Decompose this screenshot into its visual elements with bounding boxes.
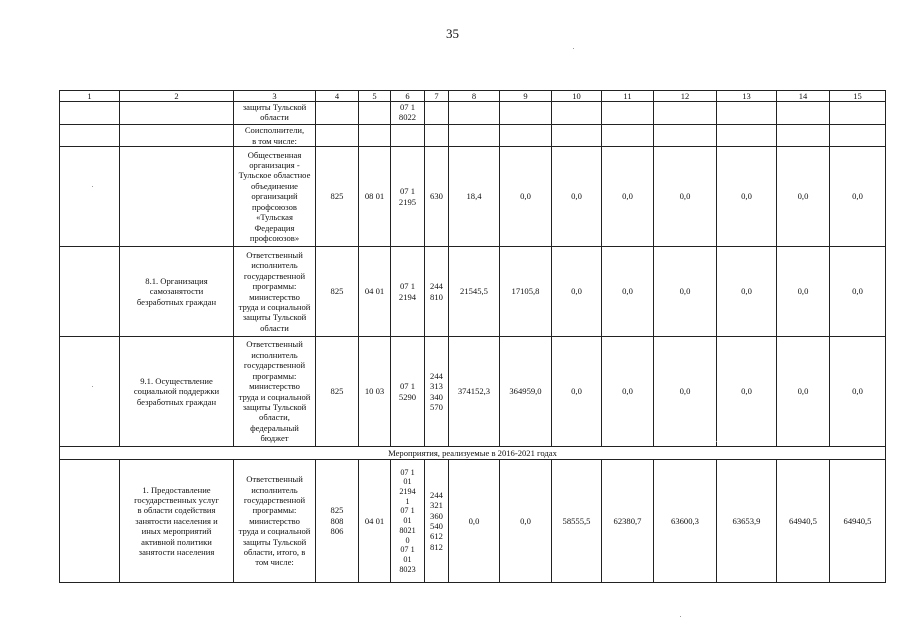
table-cell: 0,0: [602, 337, 654, 447]
table-cell: 04 01: [359, 247, 391, 337]
table-cell: [717, 125, 777, 147]
table-cell: [120, 147, 234, 247]
table-cell: 0,0: [717, 337, 777, 447]
table-cell: Ответственный исполнитель государственной программы: министерство труда и социальной защиты Тульской области, итого, в том числе:: [234, 460, 316, 583]
table-cell: 630: [425, 147, 449, 247]
header-cell: 14: [777, 91, 830, 102]
table-cell: [391, 125, 425, 147]
table-cell: Ответственный исполнитель государственной программы: министерство труда и социальной защиты Тульской области: [234, 247, 316, 337]
table-cell: 0,0: [552, 247, 602, 337]
table-cell: 18,4: [449, 147, 500, 247]
table-cell: 0,0: [654, 247, 717, 337]
header-cell: 8: [449, 91, 500, 102]
table-cell: [602, 125, 654, 147]
scan-speck: [573, 48, 574, 49]
scan-speck: [716, 441, 717, 442]
table-cell: 0,0: [602, 147, 654, 247]
table-cell: 825: [316, 247, 359, 337]
table-cell: 64940,5: [777, 460, 830, 583]
table-cell: [60, 337, 120, 447]
section-banner: Мероприятия, реализуемые в 2016-2021 годах: [60, 447, 886, 460]
table-cell: [120, 102, 234, 125]
table-cell: 8.1. Организация самозанятости безработных граждан: [120, 247, 234, 337]
table-cell: [717, 102, 777, 125]
header-cell: 3: [234, 91, 316, 102]
header-cell: 7: [425, 91, 449, 102]
header-cell: 15: [830, 91, 886, 102]
table-cell: [602, 102, 654, 125]
table-cell: 17105,8: [500, 247, 552, 337]
table-cell: [830, 102, 886, 125]
table-cell: [500, 125, 552, 147]
table-cell: 0,0: [449, 460, 500, 583]
table-cell: 0,0: [777, 247, 830, 337]
table-cell: 0,0: [717, 247, 777, 337]
table-cell: 244 810: [425, 247, 449, 337]
table-cell: 244 321 360 540 612 812: [425, 460, 449, 583]
table-cell: 64940,5: [830, 460, 886, 583]
header-cell: 6: [391, 91, 425, 102]
scan-speck: [92, 186, 93, 187]
table-cell: 0,0: [500, 460, 552, 583]
table-cell: 58555,5: [552, 460, 602, 583]
table-cell: 21545,5: [449, 247, 500, 337]
table-cell: 07 1 01 2194 1 07 1 01 8021 0 07 1 01 8023: [391, 460, 425, 583]
table-cell: [777, 125, 830, 147]
table-row: [60, 460, 886, 583]
table-cell: 0,0: [552, 147, 602, 247]
table-cell: 07 1 2195: [391, 147, 425, 247]
table-cell: [60, 125, 120, 147]
header-cell: 13: [717, 91, 777, 102]
table-cell: 63600,3: [654, 460, 717, 583]
table-cell: 63653,9: [717, 460, 777, 583]
table-cell: [316, 102, 359, 125]
table-cell: 0,0: [830, 337, 886, 447]
table-cell: 364959,0: [500, 337, 552, 447]
table-cell: 10 03: [359, 337, 391, 447]
table-cell: [60, 102, 120, 125]
header-cell: 5: [359, 91, 391, 102]
table-cell: 0,0: [830, 247, 886, 337]
table-cell: [60, 247, 120, 337]
table-cell: [425, 102, 449, 125]
table-cell: [552, 102, 602, 125]
table-cell: 07 1 2194: [391, 247, 425, 337]
table-cell: [552, 125, 602, 147]
table-cell: 0,0: [717, 147, 777, 247]
table-cell: 244 313 340 570: [425, 337, 449, 447]
scan-speck: [680, 616, 681, 617]
table-cell: 0,0: [602, 247, 654, 337]
budget-table: [59, 90, 886, 583]
table-cell: 0,0: [500, 147, 552, 247]
table-cell: 07 1 5290: [391, 337, 425, 447]
table-cell: [654, 125, 717, 147]
table-cell: [500, 102, 552, 125]
table-row: [60, 247, 886, 337]
table-cell: 1. Предоставление государственных услуг в области содействия занятости населения и иных мероприятий активной политики занятости населения: [120, 460, 234, 583]
table-cell: [316, 125, 359, 147]
table-cell: 825 808 806: [316, 460, 359, 583]
header-cell: 9: [500, 91, 552, 102]
table-row: [60, 125, 886, 147]
table-row: [60, 147, 886, 247]
table-cell: [654, 102, 717, 125]
table-cell: [359, 102, 391, 125]
table-cell: 825: [316, 337, 359, 447]
table-header-row: [60, 91, 886, 102]
table-cell: 08 01: [359, 147, 391, 247]
page-number: 35: [446, 26, 459, 41]
table-cell: защиты Тульской области: [234, 102, 316, 125]
header-cell: 12: [654, 91, 717, 102]
table-cell: [60, 147, 120, 247]
table-cell: [60, 460, 120, 583]
table-cell: Общественная организация - Тульское областное объединение организаций профсоюзов «Тульская Федерация профсоюзов»: [234, 147, 316, 247]
header-cell: 2: [120, 91, 234, 102]
table-cell: [425, 125, 449, 147]
header-cell: 10: [552, 91, 602, 102]
table-cell: [449, 102, 500, 125]
table-cell: 0,0: [654, 337, 717, 447]
table-cell: Ответственный исполнитель государственной программы: министерство труда и социальной защиты Тульской области, федеральный бюджет: [234, 337, 316, 447]
table-cell: [830, 125, 886, 147]
table-cell: 0,0: [777, 147, 830, 247]
table-cell: [777, 102, 830, 125]
table-cell: 04 01: [359, 460, 391, 583]
header-cell: 4: [316, 91, 359, 102]
header-cell: 1: [60, 91, 120, 102]
scan-speck: [92, 386, 93, 387]
table-cell: 07 1 8022: [391, 102, 425, 125]
table-cell: 0,0: [830, 147, 886, 247]
header-cell: 11: [602, 91, 654, 102]
table-cell: 0,0: [552, 337, 602, 447]
table-row: [60, 102, 886, 125]
table-cell: 0,0: [777, 337, 830, 447]
section-banner-row: [60, 447, 886, 460]
table-cell: [359, 125, 391, 147]
table-cell: 9.1. Осуществление социальной поддержки безработных граждан: [120, 337, 234, 447]
table-cell: 374152,3: [449, 337, 500, 447]
table-cell: [449, 125, 500, 147]
table-cell: [120, 125, 234, 147]
table-cell: 0,0: [654, 147, 717, 247]
table-cell: Соисполнители, в том числе:: [234, 125, 316, 147]
table-row: [60, 337, 886, 447]
table-cell: 62380,7: [602, 460, 654, 583]
table-cell: 825: [316, 147, 359, 247]
